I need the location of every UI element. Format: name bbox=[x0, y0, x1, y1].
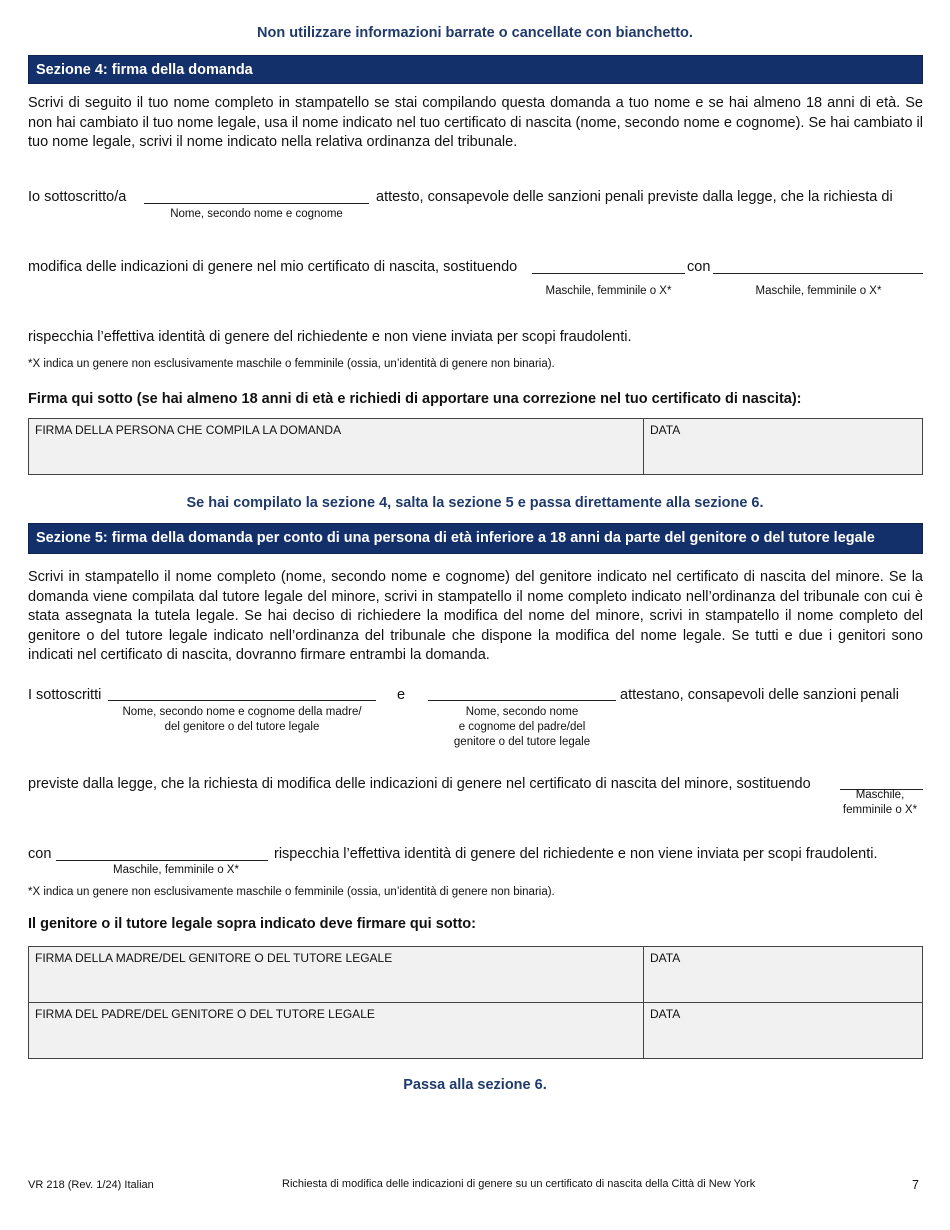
s5-mother-caption-2: del genitore o del tutore legale bbox=[164, 721, 320, 733]
s4-sign-instruction: Firma qui sotto (se hai almeno 18 anni di età e richiedi di apportare una correzione nel tuo certificato di nascita): bbox=[28, 391, 802, 407]
s5-line3-prefix: con bbox=[28, 846, 52, 862]
s5-father-signature-label: FIRMA DEL PADRE/DEL GENITORE O DEL TUTORE LEGALE bbox=[35, 1007, 375, 1021]
s5-father-signature-box bbox=[28, 1002, 923, 1059]
s4-signature-box bbox=[28, 418, 923, 475]
s4-gender-to-caption: Maschile, femminile o X* bbox=[755, 285, 882, 297]
s5-father-caption-2: e cognome del padre/del bbox=[458, 721, 586, 733]
s4-gender-from-caption: Maschile, femminile o X* bbox=[545, 285, 672, 297]
s4-line2-con: con bbox=[687, 259, 711, 275]
s5-mother-date-field[interactable] bbox=[644, 947, 922, 1002]
s4-signature-field[interactable] bbox=[29, 419, 644, 474]
section5-header: Sezione 5: firma della domanda per conto di una persona di età inferiore a 18 anni da parte del genitore o del tutore legale bbox=[28, 523, 923, 554]
s5-mother-signature-box bbox=[28, 946, 923, 1003]
footer-form-id: VR 218 (Rev. 1/24) Italian bbox=[28, 1179, 154, 1191]
s4-line3: rispecchia l’effettiva identità di genere del richiedente e non viene inviata per scopi fraudolenti. bbox=[28, 329, 632, 345]
s5-mother-signature-field[interactable] bbox=[29, 947, 644, 1002]
s4-line1-prefix: Io sottoscritto/a bbox=[28, 189, 127, 205]
s5-line1-prefix: I sottoscritti bbox=[28, 687, 102, 703]
s5-mother-caption-1: Nome, secondo nome e cognome della madre/ bbox=[122, 706, 362, 718]
s4-gender-from-field[interactable] bbox=[532, 273, 685, 274]
section4-header: Sezione 4: firma della domanda bbox=[28, 55, 923, 84]
s4-line2-prefix: modifica delle indicazioni di genere nel mio certificato di nascita, sostituendo bbox=[28, 259, 518, 275]
s4-signature-label: FIRMA DELLA PERSONA CHE COMPILA LA DOMANDA bbox=[35, 423, 342, 437]
s5-mother-signature-label: FIRMA DELLA MADRE/DEL GENITORE O DEL TUTORE LEGALE bbox=[35, 951, 393, 965]
s5-father-caption-3: genitore o del tutore legale bbox=[453, 736, 591, 748]
s4-footnote: *X indica un genere non esclusivamente maschile o femminile (ossia, un’identità di genere non binaria). bbox=[28, 358, 555, 370]
s5-gender-to-field[interactable] bbox=[56, 860, 268, 861]
page-number: 7 bbox=[912, 1178, 919, 1192]
s5-father-date-label: DATA bbox=[650, 1007, 681, 1021]
s5-line3-suffix: rispecchia l’effettiva identità di genere del richiedente e non viene inviata per scopi fraudolenti. bbox=[274, 846, 878, 862]
s4-name-caption: Nome, secondo nome e cognome bbox=[170, 208, 343, 220]
s5-gender-to-caption: Maschile, femminile o X* bbox=[113, 864, 239, 876]
s4-name-field[interactable] bbox=[144, 203, 369, 204]
s5-father-name-field[interactable] bbox=[428, 700, 616, 701]
s4-date-label: DATA bbox=[650, 423, 681, 437]
s5-mother-date-label: DATA bbox=[650, 951, 681, 965]
s5-father-signature-field[interactable] bbox=[29, 1003, 644, 1058]
s5-mother-caption bbox=[98, 705, 386, 735]
s5-line1-and: e bbox=[397, 687, 406, 703]
s4-line1-suffix: attesto, consapevole delle sanzioni penali previste dalla legge, che la richiesta di bbox=[376, 189, 893, 205]
s5-line1-suffix: attestano, consapevoli delle sanzioni penali bbox=[620, 687, 899, 703]
skip-notice: Se hai compilato la sezione 4, salta la sezione 5 e passa direttamente alla sezione 6. bbox=[186, 495, 764, 511]
s4-gender-to-field[interactable] bbox=[713, 273, 923, 274]
s5-father-caption-1: Nome, secondo nome bbox=[465, 706, 579, 718]
section5-intro: Scrivi in stampatello il nome completo (nome, secondo nome e cognome) del genitore indicato nel certificato di nascita del minore. Se la domanda viene compilata dal tutore legale del minore, scrivi in stampatello il nome completo indicato nell’ordinanza del tribunale con cui è stata assegnata la tutela legale. Se hai deciso di richiedere la modifica del nome del minore, scrivi in stampatello il nome completo del genitore o del tutore legale indicato nell’ordinanza del tribunale che dispone la modifica del nome legale. Se tutti e due i genitori sono indicati nel certificato di nascita, dovranno firmare entrambi la domanda. bbox=[28, 569, 923, 663]
s5-father-caption bbox=[428, 705, 616, 750]
s5-gender-from-caption-1: Maschile, bbox=[855, 789, 905, 801]
s4-date-field[interactable] bbox=[644, 419, 922, 474]
top-notice: Non utilizzare informazioni barrate o cancellate con bianchetto. bbox=[257, 25, 693, 41]
s5-footnote: *X indica un genere non esclusivamente maschile o femminile (ossia, un’identità di genere non binaria). bbox=[28, 886, 555, 898]
s5-gender-from-caption-2: femminile o X* bbox=[842, 804, 918, 816]
s5-line2-prefix: previste dalla legge, che la richiesta di modifica delle indicazioni di genere nel certificato di nascita del minore, sostituendo bbox=[28, 776, 811, 792]
footer-title: Richiesta di modifica delle indicazioni di genere su un certificato di nascita della Città di New York bbox=[282, 1178, 756, 1190]
s5-mother-name-field[interactable] bbox=[108, 700, 376, 701]
s5-father-date-field[interactable] bbox=[644, 1003, 922, 1058]
s5-sign-instruction: Il genitore o il tutore legale sopra indicato deve firmare qui sotto: bbox=[28, 916, 476, 932]
s5-gender-from-caption bbox=[820, 788, 940, 818]
next-notice: Passa alla sezione 6. bbox=[403, 1077, 547, 1093]
section4-intro: Scrivi di seguito il tuo nome completo in stampatello se stai compilando questa domanda a tuo nome e se hai almeno 18 anni di età. Se non hai cambiato il tuo nome legale, usa il nome indicato nel tuo certificato di nascita (nome, secondo nome e cognome). Se hai cambiato il tuo nome legale, scrivi il nome indicato nella relativa ordinanza del tribunale. bbox=[28, 95, 923, 150]
